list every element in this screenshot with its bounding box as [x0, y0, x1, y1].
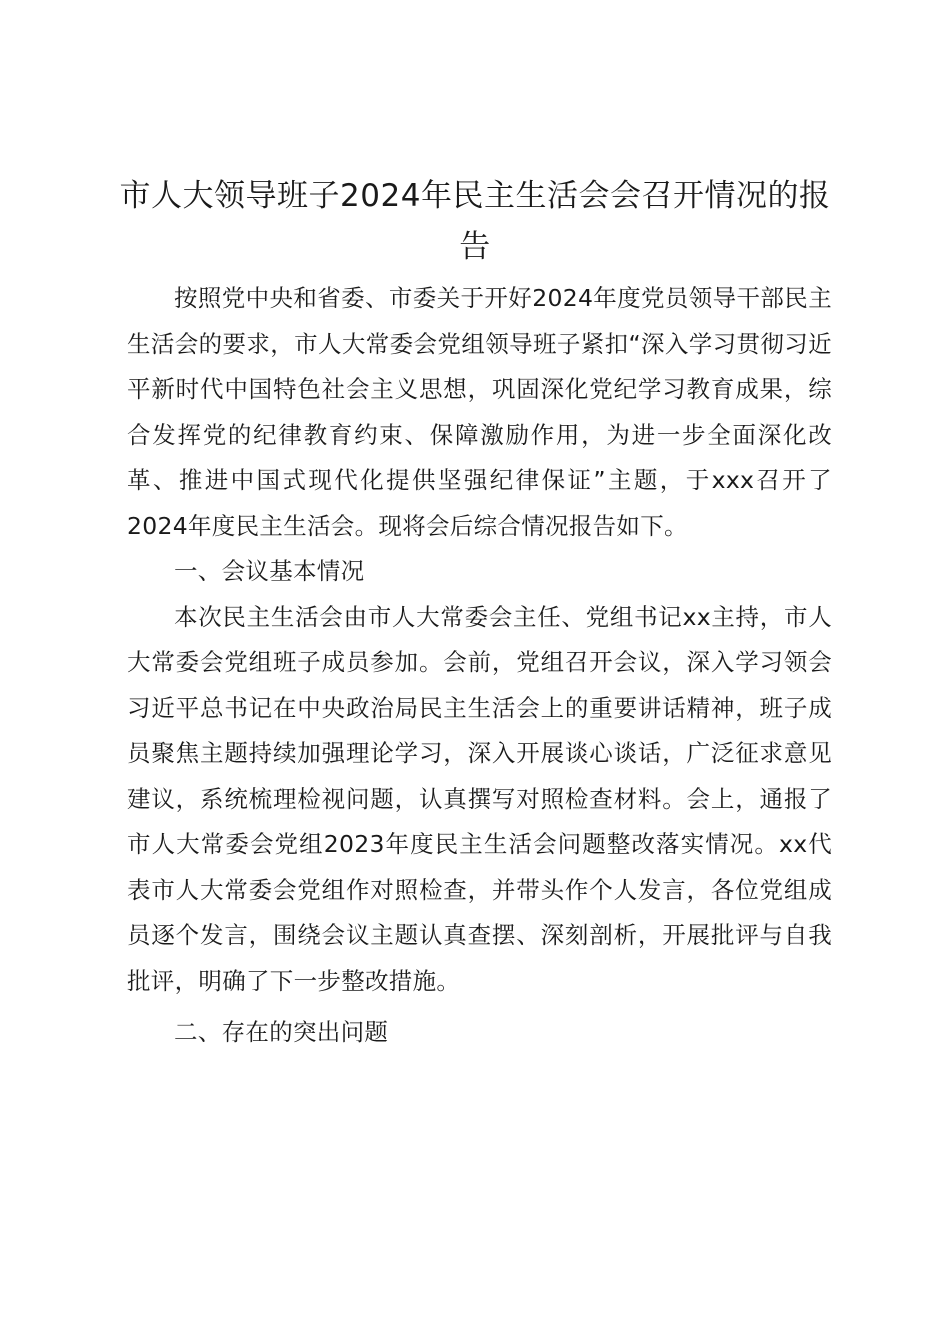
section-heading-problems: 二、存在的突出问题 — [174, 1018, 389, 1046]
intro-paragraph: 按照党中央和省委、市委关于开好2024年度党员领导干部民主生活会的要求，市人大常委会党组领导班子紧扣“深入学习贯彻习近平新时代中国特色社会主义思想，巩固深化党纪学习教育成果，综合发挥党的纪律教育约束、保障激励作用，为进一步全面深化改革、推进中国式现代化提供坚强纪律保证”主题，于xxx召开了2024年度民主生活会。现将会后综合情况报告如下。 — [127, 284, 832, 540]
document-title: 市人大领导班子2024年民主生活会会召开情况的报告 — [119, 178, 831, 265]
document-body — [127, 276, 832, 1056]
section-heading-meeting-overview: 一、会议基本情况 — [174, 557, 365, 585]
meeting-overview-paragraph: 本次民主生活会由市人大常委会主任、党组书记xx主持，市人大常委会党组班子成员参加。会前，党组召开会议，深入学习领会习近平总书记在中央政治局民主生活会上的重要讲话精神，班子成员聚焦主题持续加强理论学习，深入开展谈心谈话，广泛征求意见建议，系统梳理检视问题，认真撰写对照检查材料。会上，通报了市人大常委会党组2023年度民主生活会问题整改落实情况。xx代表市人大常委会党组作对照检查，并带头作个人发言，各位党组成员逐个发言，围绕会议主题认真查摆、深刻剖析，开展批评与自我批评，明确了下一步整改措施。 — [127, 602, 832, 995]
